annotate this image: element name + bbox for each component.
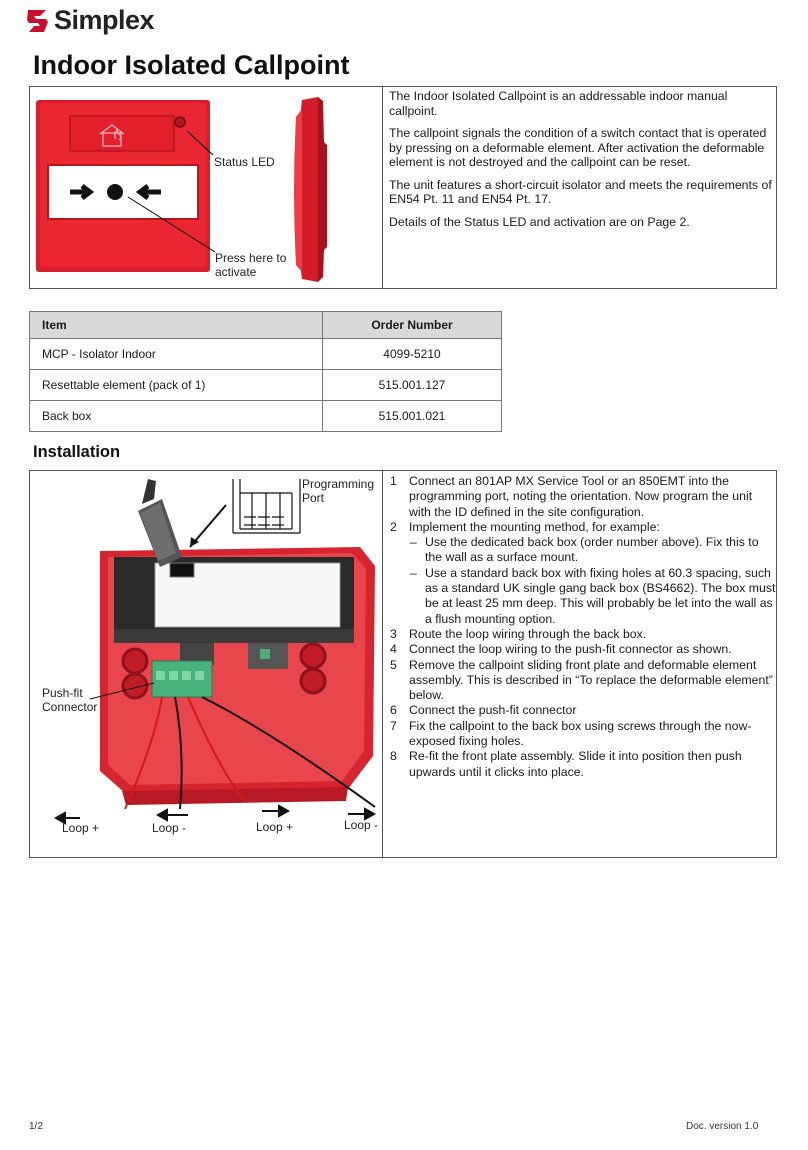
overview-divider [382,86,383,289]
intro-paragraph: The callpoint signals the condition of a switch contact that is operated by pressing on a deformable element. After activation the deformable element is not destroyed and the callpoint can be reset. [389,126,767,169]
table-row [30,370,502,401]
sub-step-item: – Use a standard back box with fixing holes at 60.3 spacing, such as a standard UK single gang back box (BS4662). The box must be at least 25 mm deep. This will probably be let into the wall as a flush mounting option. [410,565,776,626]
page-number: 1/2 [29,1121,43,1132]
installation-illustration [30,471,382,857]
intro-paragraph: The Indoor Isolated Callpoint is an addressable indoor manual callpoint. [389,89,728,118]
step-item: 5 Remove the callpoint sliding front plate and deformable element assembly. This is described in “To replace the deformable element” below. [390,657,773,703]
item-cell: Resettable element (pack of 1) [30,370,323,401]
installation-steps [388,474,776,780]
order-number-cell: 4099-5210 [323,339,502,370]
column-header-order-number: Order Number [323,312,502,339]
table-row [30,339,502,370]
step-item: 6 Connect the push-fit connector [390,703,577,718]
step-item: 2 Implement the mounting method, for example: – Use the dedicated back box (order number above). Fix this to the wall as a surface mount. – Use a standard back box with fixing holes at 60.3 spacing, such as a standard UK single gang back box (BS4662). The box must be at least 25 mm deep. This will probably be let into the wall as a flush mounting option. [390,519,776,626]
intro-paragraph: Details of the Status LED and activation are on Page 2. [389,214,690,229]
table-row [30,401,502,432]
loop-label: Loop + [62,821,100,835]
step-item: 3 Route the loop wiring through the back box. [390,626,647,641]
item-cell: MCP - Isolator Indoor [30,339,323,370]
step-sublist [409,535,776,627]
brand-name: Simplex [54,5,155,35]
installation-divider [382,470,383,858]
step-item: 7 Fix the callpoint to the back box using screws through the now-exposed fixing holes. [390,718,752,749]
column-header-item: Item [30,312,323,339]
item-cell: Back box [30,401,323,432]
callpoint-front-illustration [30,87,380,287]
sub-step-item: – Use the dedicated back box (order number above). Fix this to the wall as a surface mount. [410,535,759,565]
product-description [389,89,775,237]
simplex-logo [26,6,176,38]
status-led-label: Status LED [214,155,275,169]
push-fit-connector-label: Push-fit Connector [42,686,98,714]
loop-label: Loop + [256,820,294,834]
programming-port-label: Programming Port [302,477,375,505]
loop-label: Loop - [152,821,187,835]
step-item: 1 Connect an 801AP MX Service Tool or an 850EMT into the programming port, noting the orientation. Now program the unit with the ID defined in the site configuration. [390,474,753,519]
intro-paragraph: The unit features a short-circuit isolator and meets the requirements of EN54 Pt. 11 and EN54 Pt. 17. [389,177,772,206]
table-header-row [30,312,502,339]
page-title: Indoor Isolated Callpoint [33,50,350,80]
doc-version: Doc. version 1.0 [686,1121,759,1132]
step-item: 4 Connect the loop wiring to the push-fit connector as shown. [390,642,732,657]
loop-label: Loop - [344,818,379,832]
step-item: 8 Re-fit the front plate assembly. Slide it into position then push upwards until it clicks into place. [390,749,742,779]
simplex-logo-mark [26,8,50,34]
order-number-cell: 515.001.021 [323,401,502,432]
order-table [29,311,502,432]
installation-heading: Installation [33,443,121,461]
order-number-cell: 515.001.127 [323,370,502,401]
press-here-label: Press here to activate [215,251,287,279]
